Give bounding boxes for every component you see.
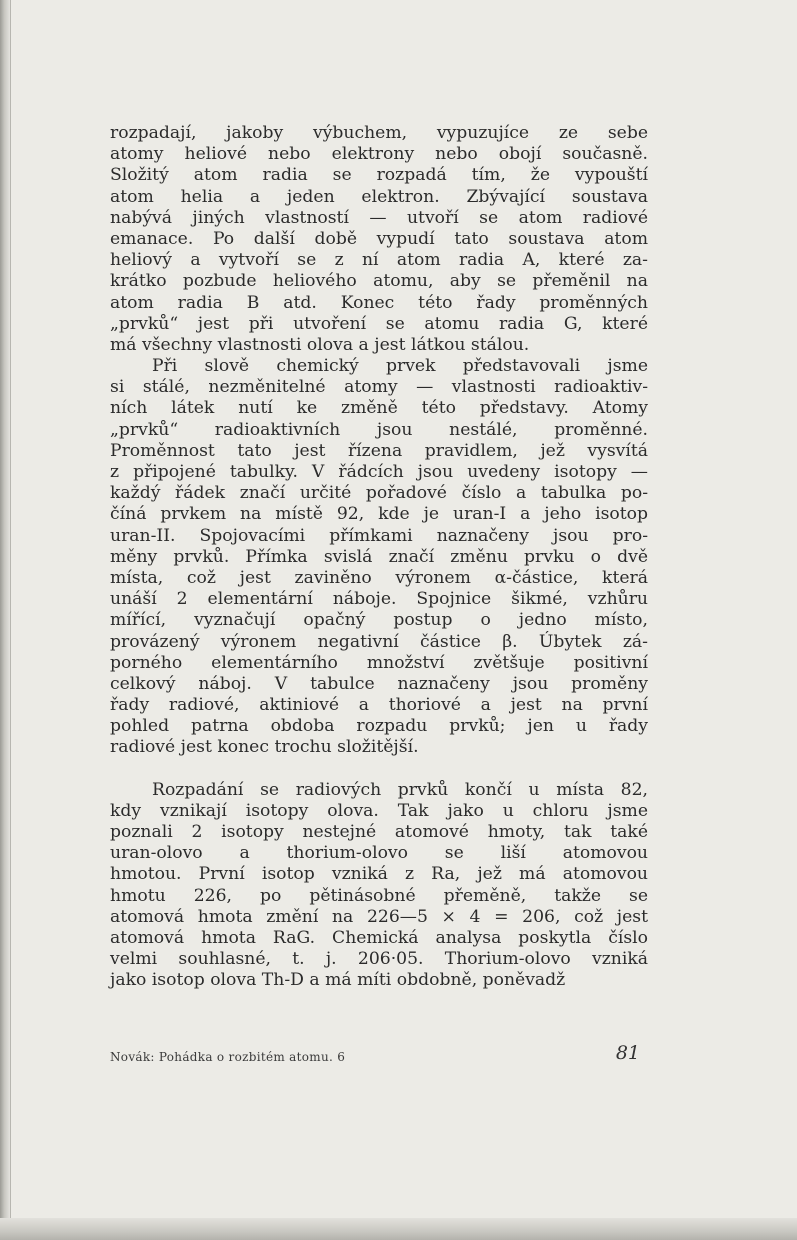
text-line: krátko pozbude heliového atomu, aby se přeměnil na <box>110 271 648 292</box>
text-line: atomová hmota RaG. Chemická analysa poskytla číslo <box>110 927 648 948</box>
text-line: „prvků“ jest při utvoření se atomu radia G, které <box>110 313 648 334</box>
text-line: hmotou. První isotop vzniká z Ra, jež má atomovou <box>110 864 648 885</box>
text-line: kdy vznikají isotopy olova. Tak jako u chloru jsme <box>110 800 648 821</box>
text-line: uran-II. Spojovacími přímkami naznačeny jsou pro- <box>110 525 648 546</box>
text-line: hmotu 226, po pětinásobné přeměně, takže se <box>110 885 648 906</box>
text-line: atomy heliové nebo elektrony nebo obojí současně. <box>110 144 648 165</box>
text-line: mířící, vyznačují opačný postup o jedno místo, <box>110 610 648 631</box>
paragraph-2 <box>110 356 648 759</box>
text-line: každý řádek značí určité pořadové číslo a tabulka po- <box>110 483 648 504</box>
text-line: unáší 2 elementární náboje. Spojnice šikmé, vzhůru <box>110 589 648 610</box>
text-line: měny prvků. Přímka svislá značí změnu prvku o dvě <box>110 546 648 567</box>
text-line: ních látek nutí ke změně této představy. Atomy <box>110 398 648 419</box>
page-footer <box>110 1042 648 1070</box>
text-line: z připojené tabulky. V řádcích jsou uvedeny isotopy — <box>110 462 648 482</box>
page-text <box>110 123 648 992</box>
text-line: atom helia a jeden elektron. Zbývající soustava <box>110 186 648 207</box>
text-line: heliový a vytvoří se z ní atom radia A, které za- <box>110 250 648 271</box>
page-number: 81 <box>615 1042 640 1064</box>
text-line: „prvků“ radioaktivních jsou nestálé, proměnné. <box>110 419 648 440</box>
text-line: atomová hmota změní na 226—5 × 4 = 206, což jest <box>110 906 648 927</box>
text-line: Rozpadání se radiových prvků končí u místa 82, <box>152 779 648 800</box>
text-line: řady radiové, aktiniové a thoriové a jest na první <box>110 695 648 716</box>
paragraph-1 <box>110 123 648 356</box>
text-line: Při slově chemický prvek představovali jsme <box>152 356 648 377</box>
text-line: Složitý atom radia se rozpadá tím, že vypouští <box>110 165 648 186</box>
text-line: porného elementárního množství zvětšuje positivní <box>110 652 648 673</box>
text-line: číná prvkem na místě 92, kde je uran-I a jeho isotop <box>110 504 648 525</box>
page-edge-line <box>10 0 11 1240</box>
text-line: radiové jest konec trochu složitější. <box>110 737 419 758</box>
text-line: si stálé, nezměnitelné atomy — vlastnosti radioaktiv- <box>110 377 648 398</box>
text-line: pohled patrna obdoba rozpadu prvků; jen u řady <box>110 716 648 737</box>
text-line: uran-olovo a thorium-olovo se liší atomovou <box>110 843 648 864</box>
text-line: celkový náboj. V tabulce naznačeny jsou proměny <box>110 673 648 694</box>
text-line: nabývá jiných vlastností — utvoří se atom radiové <box>110 207 648 228</box>
footer-signature: Novák: Pohádka o rozbitém atomu. 6 <box>110 1050 346 1064</box>
text-line: velmi souhlasné, t. j. 206·05. Thorium-olovo vzniká <box>110 949 648 970</box>
text-line: Proměnnost tato jest řízena pravidlem, jež vysvítá <box>110 440 648 461</box>
text-line: provázený výronem negativní částice β. Úbytek zá- <box>110 631 648 652</box>
page-edge-shadow <box>0 0 10 1240</box>
text-line: místa, což jest zaviněno výronem α-částice, která <box>110 567 648 588</box>
text-line: poznali 2 isotopy nestejné atomové hmoty, tak také <box>110 822 648 842</box>
text-line: jako isotop olova Th-D a má míti obdobně, poněvadž <box>110 970 566 991</box>
text-line: emanace. Po další době vypudí tato soustava atom <box>110 228 648 249</box>
text-line: má všechny vlastnosti olova a jest látkou stálou. <box>110 334 530 355</box>
paragraph-gap <box>110 759 648 780</box>
paragraph-3 <box>110 780 648 992</box>
page-bottom-edge <box>0 1218 797 1240</box>
text-line: rozpadají, jakoby výbuchem, vypuzujíce ze sebe <box>110 123 648 143</box>
text-line: atom radia B atd. Konec této řady proměnných <box>110 292 648 313</box>
